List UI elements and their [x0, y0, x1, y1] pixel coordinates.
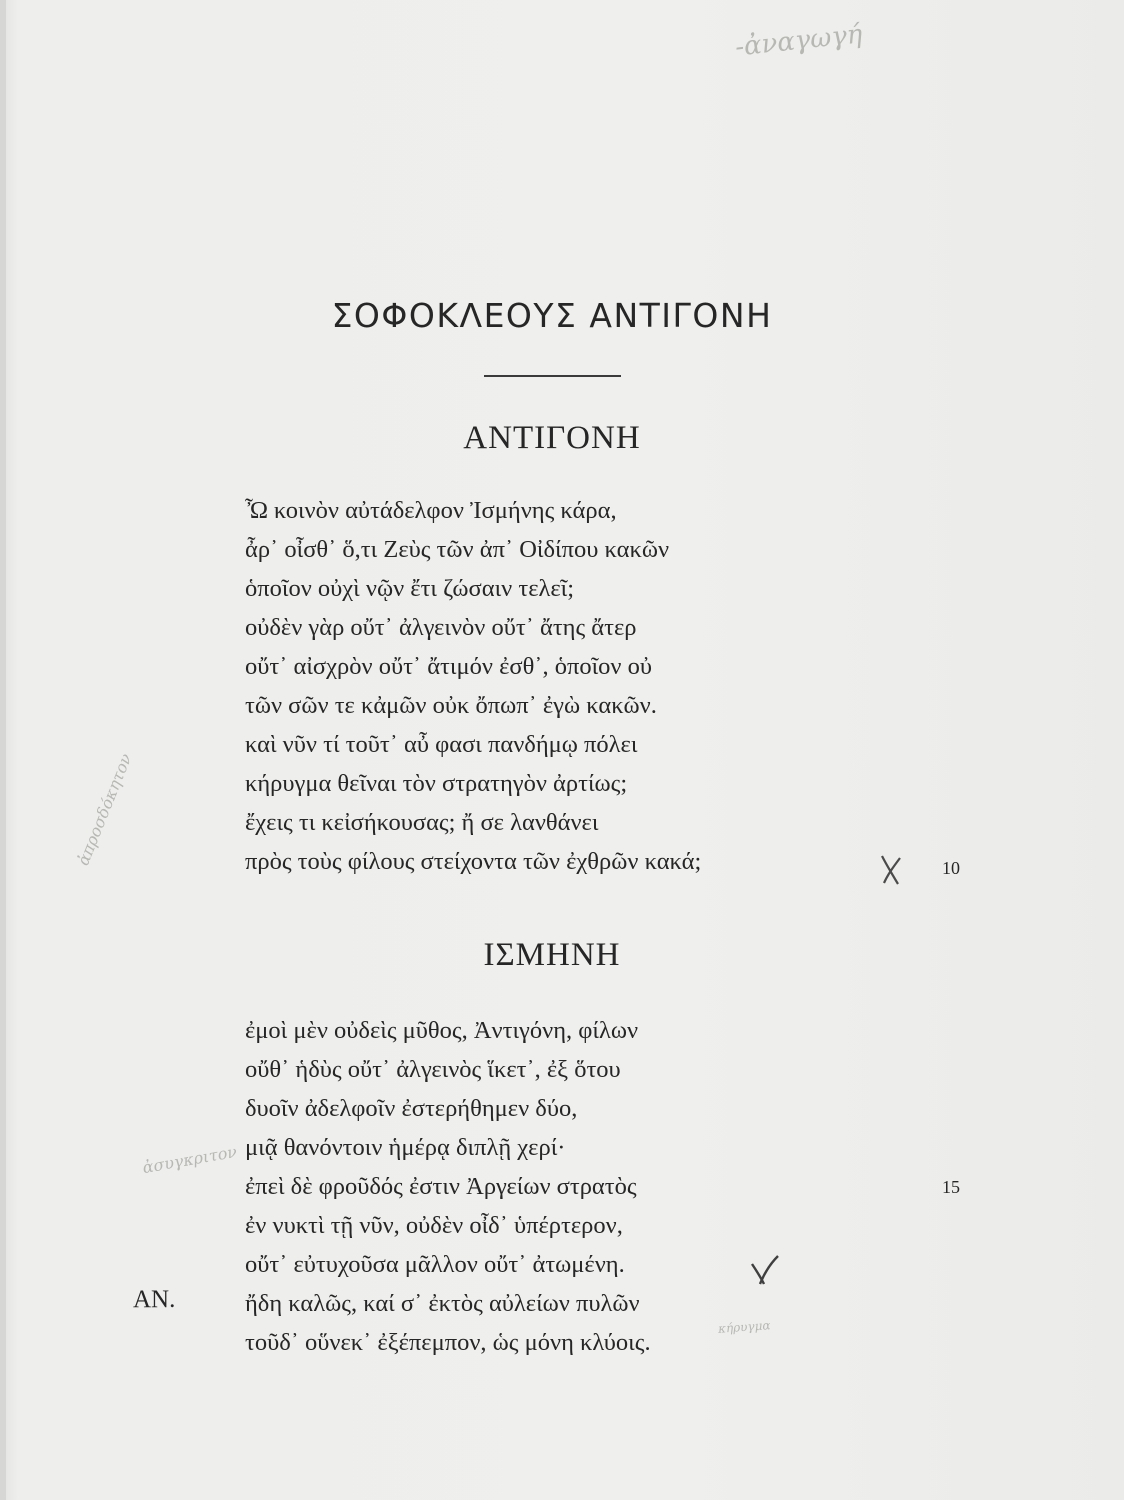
verse-block-antigone — [245, 491, 885, 881]
verse-line: καὶ νῦν τί τοῦτ᾽ αὖ φασι πανδήμῳ πόλει — [245, 731, 638, 758]
verse-line: ἐν νυκτὶ τῇ νῦν, οὐδὲν οἶδ᾽ ὑπέρτερον, — [245, 1212, 623, 1239]
verse-line: ἔχεις τι κεἰσήκουσας; ἤ σε λανθάνει — [245, 809, 599, 836]
title-divider — [484, 375, 621, 377]
speaker-abbreviation: ΑΝ. — [133, 1286, 176, 1313]
verse-line: πρὸς τοὺς φίλους στείχοντα τῶν ἐχθρῶν κακά; — [245, 848, 702, 875]
verse-line: ὁποῖον οὐχὶ νῷν ἔτι ζώσαιν τελεῖ; — [245, 575, 575, 602]
verse-line: οὔθ᾽ ἡδὺς οὔτ᾽ ἀλγεινὸς ἵκετ᾽, ἐξ ὅτου — [245, 1056, 621, 1083]
verse-line: ἤδη καλῶς, καί σ᾽ ἐκτὸς αὐλείων πυλῶν — [245, 1290, 640, 1317]
verse-line: τῶν σῶν τε κἀμῶν οὐκ ὄπωπ᾽ ἐγὼ κακῶν. — [245, 692, 657, 719]
verse-line: Ὦ κοινὸν αὐτάδελφον Ἰσμήνης κάρα, — [245, 497, 617, 524]
verse-line: δυοῖν ἀδελφοῖν ἐστερήθημεν δύο, — [245, 1095, 578, 1122]
pencil-note-left-margin: ἀπροσδόκητον — [73, 750, 136, 869]
line-number-10: 10 — [942, 858, 960, 878]
verse-line: κήρυγμα θεῖναι τὸν στρατηγὸν ἀρτίως; — [245, 770, 628, 797]
pencil-note-left-margin-2: ἀσυγκριτον — [141, 1141, 239, 1178]
verse-line: οὔτ᾽ αἰσχρὸν οὔτ᾽ ἄτιμόν ἐσθ᾽, ὁποῖον οὐ — [245, 653, 653, 680]
verse-line: οὐδὲν γὰρ οὔτ᾽ ἀλγεινὸν οὔτ᾽ ἄτης ἄτερ — [245, 614, 637, 641]
verse-line: ἐπεὶ δὲ φροῦδός ἐστιν Ἀργείων στρατὸς — [245, 1173, 637, 1200]
play-title: ΣΟΦΟΚΛΕΟΥΣ ΑΝΤΙΓΟΝΗ — [331, 296, 773, 335]
pencil-note-small: κήρυγμα — [717, 1318, 771, 1336]
verse-block-antigone-reply — [245, 1284, 885, 1362]
pencil-cross-mark — [876, 852, 906, 890]
verse-line: ἆρ᾽ οἶσθ᾽ ὅ,τι Ζεὺς τῶν ἀπ᾽ Οἰδίπου κακῶν — [245, 536, 670, 563]
pencil-note-top-right: -ἀναγωγή — [733, 19, 864, 63]
line-number-15: 15 — [942, 1177, 960, 1197]
speaker-heading-antigone: ΑΝΤΙΓΟΝΗ — [463, 420, 641, 456]
verse-line: τοῦδ᾽ οὕνεκ᾽ ἐξέπεμπον, ὡς μόνη κλύοις. — [245, 1329, 651, 1356]
verse-line: ἐμοὶ μὲν οὐδεὶς μῦθος, Ἀντιγόνη, φίλων — [245, 1017, 639, 1044]
verse-line: μιᾷ θανόντοιν ἡμέρᾳ διπλῇ χερί· — [245, 1134, 566, 1161]
verse-block-ismene — [245, 1011, 885, 1284]
page-gutter-shadow — [0, 0, 6, 1500]
speaker-heading-ismene: ΙΣΜΗΝΗ — [483, 937, 621, 973]
verse-line: οὔτ᾽ εὐτυχοῦσα μᾶλλον οὔτ᾽ ἀτωμένη. — [245, 1251, 625, 1278]
